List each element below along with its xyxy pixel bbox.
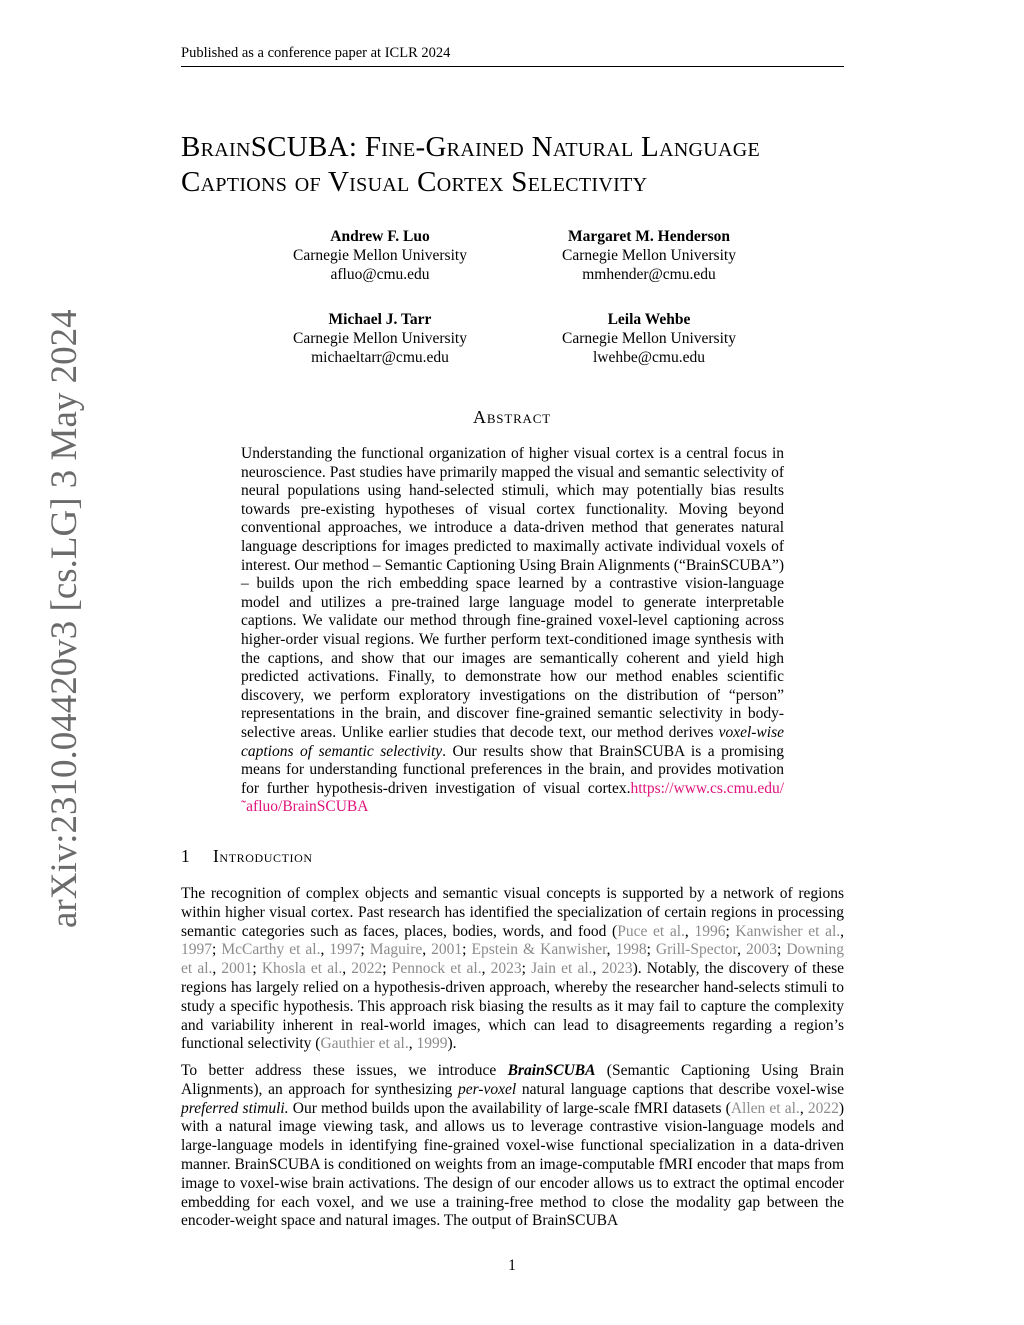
- abstract-heading: Abstract: [473, 407, 551, 427]
- text-run: ;: [252, 960, 262, 978]
- citation-link[interactable]: Downing et al.: [181, 941, 845, 978]
- emphasis-text: preferred stimuli.: [181, 1099, 289, 1117]
- citation-link[interactable]: Gauthier et al.: [320, 1035, 409, 1053]
- header-rule: [181, 66, 844, 67]
- project-link[interactable]: https://www.cs.cmu.edu/˜afluo/BrainSCUBA: [241, 779, 784, 816]
- text-run: ,: [408, 1035, 417, 1053]
- citation-link[interactable]: 2003: [745, 941, 777, 959]
- emphasis-text: per-voxel: [457, 1080, 517, 1098]
- citation-link[interactable]: 1999: [416, 1035, 448, 1053]
- author-block: [519, 227, 779, 284]
- method-name: BrainSCUBA: [507, 1062, 596, 1079]
- citation-link[interactable]: Epstein & Kanwisher: [471, 941, 607, 959]
- text-run: ,: [342, 960, 352, 978]
- running-header: Published as a conference paper at ICLR 2024: [181, 45, 451, 61]
- citation-link[interactable]: Grill-Spector: [655, 941, 738, 959]
- author-affiliation: Carnegie Mellon University: [562, 330, 736, 347]
- text-run: ) with a natural image viewing task, and allows us to leverage contrastive vision-language models and large-language models in identifying fine-grained voxel-wise functional specialization in a data-driven manner. BrainSCUBA is conditioned on weights from an image-computable fMRI encoder that maps from image to voxel-wise brain activations. The design of our encoder allows us to extract the optimal encoder embedding for each voxel, and we use a training-free method to close the modality gap between the encoder-weight space and natural images. The output of BrainSCUBA: [181, 1099, 845, 1230]
- abstract-text: [241, 445, 784, 817]
- text-run: ). Notably, the discovery of these regions has largely relied on a hypothesis-driven approach, whereby the researcher hand-selects stimuli to study a specific hypothesis. This approach risk biasing the results as it may fail to capture the complexity and variability inherent in real-world images, which can lead to disagreements regarding a region’s functional selectivity (: [181, 960, 845, 1053]
- text-run: ;: [646, 941, 656, 959]
- citation-link[interactable]: 2022: [351, 960, 383, 978]
- author-block: [519, 310, 779, 367]
- text-run: ;: [462, 941, 472, 959]
- author-name: Margaret M. Henderson: [568, 228, 730, 245]
- author-block: [250, 227, 510, 284]
- section-heading: [181, 845, 581, 867]
- title-line-1: BrainSCUBA: Fine-Grained Natural Language: [181, 131, 761, 163]
- text-run: ,: [481, 960, 491, 978]
- title-line-2: Captions of Visual Cortex Selectivity: [181, 166, 648, 198]
- text-run: ,: [606, 941, 616, 959]
- author-name: Andrew F. Luo: [330, 228, 430, 245]
- citation-link[interactable]: 2023: [601, 960, 633, 978]
- author-email: michaeltarr@cmu.edu: [311, 349, 449, 366]
- citation-link[interactable]: Khosla et al.: [261, 960, 343, 978]
- paper-title: [181, 130, 861, 200]
- page-number: 1: [508, 1257, 516, 1274]
- citation-link[interactable]: 2023: [490, 960, 522, 978]
- text-run: ;: [776, 941, 787, 959]
- citation-link[interactable]: 2001: [221, 960, 253, 978]
- text-run: ;: [382, 960, 392, 978]
- text-run: To better address these issues, we introduce: [181, 1062, 508, 1079]
- text-run: natural language captions that describe voxel-wise: [516, 1080, 844, 1098]
- citation-link[interactable]: McCarthy et al.: [221, 941, 321, 959]
- section-number: 1: [181, 846, 190, 866]
- text-run: ,: [320, 941, 330, 959]
- author-email: lwehbe@cmu.edu: [593, 349, 705, 366]
- abstract-emphasis: voxel-wise captions of semantic selectivity: [241, 723, 784, 760]
- text-run: The recognition of complex objects and semantic visual concepts is supported by a network of regions within higher visual cortex. Past research has identified the specialization of certain regions in processing semantic categories such as faces, places, bodies, words, and food (: [181, 885, 844, 940]
- citation-link[interactable]: 2022: [807, 1099, 839, 1117]
- author-block: [250, 310, 510, 367]
- author-affiliation: Carnegie Mellon University: [293, 330, 467, 347]
- text-run: ;: [521, 960, 532, 978]
- arxiv-sidebar: arXiv:2310.04420v3 [cs.LG] 3 May 2024: [44, 309, 85, 928]
- text-run: (Semantic Captioning Using Brain Alignments), an approach for synthesizing: [181, 1062, 844, 1098]
- text-run: ,: [799, 1099, 808, 1117]
- text-run: Our method builds upon the availability of large-scale fMRI datasets (: [288, 1099, 731, 1117]
- citation-link[interactable]: Pennock et al.: [391, 960, 482, 978]
- intro-paragraph-2: [181, 1062, 844, 1231]
- text-run: ,: [422, 941, 432, 959]
- text-run: ,: [840, 922, 845, 940]
- author-email: afluo@cmu.edu: [330, 266, 430, 283]
- citation-link[interactable]: Puce et al.: [617, 922, 685, 940]
- citation-link[interactable]: 1996: [694, 922, 726, 940]
- citation-link[interactable]: 1998: [615, 941, 647, 959]
- citation-link[interactable]: Maguire: [369, 941, 423, 959]
- citation-link[interactable]: 2001: [431, 941, 463, 959]
- author-name: Leila Wehbe: [607, 311, 691, 328]
- text-run: ,: [737, 941, 746, 959]
- author-affiliation: Carnegie Mellon University: [293, 247, 467, 264]
- intro-paragraph-1: [181, 885, 844, 1054]
- text-run: ;: [360, 941, 370, 959]
- author-affiliation: Carnegie Mellon University: [562, 247, 736, 264]
- citation-link[interactable]: 1997: [181, 941, 212, 959]
- author-email: mmhender@cmu.edu: [582, 266, 716, 283]
- section-title: Introduction: [213, 846, 313, 866]
- text-run: ;: [212, 941, 222, 959]
- text-run: ).: [447, 1035, 457, 1053]
- text-run: ,: [684, 922, 695, 940]
- abstract-part: . Our results show that BrainSCUBA is a promising means for understanding functional preferences in the brain, and provides motivation for further hypothesis-driven investigation of visual cortex.: [241, 742, 785, 797]
- citation-link[interactable]: Jain et al.: [531, 960, 593, 978]
- abstract-part: Understanding the functional organization of higher visual cortex is a central focus in neuroscience. Past studies have primarily mapped the visual and semantic selectivity of neural populations using hand-selected stimuli, which may potentially bias results towards pre-existing hypotheses of visual cortex functionality. Moving beyond conventional approaches, we introduce a data-driven method that generates natural language descriptions for images predicted to maximally activate individual voxels of interest. Our method – Semantic Captioning Using Brain Alignments (“BrainSCUBA”) – builds upon the rich embedding space learned by a contrastive vision-language model and utilizes a pre-trained large language model to generate interpretable captions. We validate our method through fine-grained voxel-level captioning across higher-order visual regions. We further perform text-conditioned image synthesis with the captions, and show that our images are semantically coherent and yield high predicted activations. Finally, to demonstrate how our method enables scientific discovery, we perform exploratory investigations on the distribution of “person” representations in the brain, and discover fine-grained semantic selectivity in body-selective areas. Unlike earlier studies that decode text, our method derives: [241, 445, 784, 741]
- text-run: ,: [592, 960, 602, 978]
- author-name: Michael J. Tarr: [328, 311, 432, 328]
- text-run: ;: [725, 922, 736, 940]
- citation-link[interactable]: Allen et al.: [730, 1099, 800, 1117]
- citation-link[interactable]: Kanwisher et al.: [735, 922, 841, 940]
- text-run: ,: [212, 960, 222, 978]
- citation-link[interactable]: 1997: [329, 941, 361, 959]
